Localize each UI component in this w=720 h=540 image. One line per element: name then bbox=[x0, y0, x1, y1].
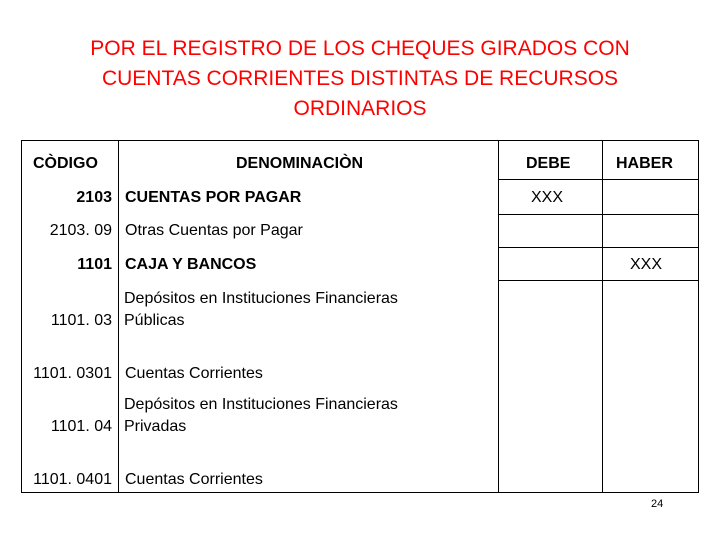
column-divider bbox=[118, 140, 119, 493]
column-divider bbox=[602, 140, 603, 493]
row-name-line2: Públicas bbox=[124, 312, 185, 329]
row-credit: XXX bbox=[630, 256, 663, 273]
slide-title: POR EL REGISTRO DE LOS CHEQUES GIRADOS CON CUENTAS CORRIENTES DISTINTAS DE RECURSOS ORDINARIOS bbox=[90, 37, 630, 120]
row-name-line2: Privadas bbox=[124, 418, 187, 435]
row-name-line1: Depósitos en Instituciones Financieras bbox=[124, 396, 398, 413]
row-name: Otras Cuentas por Pagar bbox=[125, 222, 303, 239]
row-debit: XXX bbox=[531, 189, 564, 206]
row-name: CAJA Y BANCOS bbox=[125, 256, 257, 273]
header-credit: HABER bbox=[616, 155, 673, 172]
row-code: 2103 bbox=[76, 189, 112, 206]
row-name: CUENTAS POR PAGAR bbox=[125, 189, 302, 206]
header-debit: DEBE bbox=[526, 155, 571, 172]
row-code: 1101. 04 bbox=[50, 418, 112, 435]
row-divider bbox=[498, 214, 699, 215]
row-name: Cuentas Corrientes bbox=[125, 471, 263, 488]
row-code: 1101. 0301 bbox=[33, 365, 112, 382]
row-code: 1101 bbox=[77, 256, 112, 273]
header-name: DENOMINACIÒN bbox=[236, 155, 364, 172]
header-divider bbox=[498, 179, 699, 180]
row-divider bbox=[498, 280, 699, 281]
header-code: CÒDIGO bbox=[33, 155, 98, 172]
page-number: 24 bbox=[651, 498, 664, 510]
row-divider bbox=[498, 247, 699, 248]
table-frame bbox=[21, 140, 699, 493]
row-code: 1101. 03 bbox=[50, 312, 112, 329]
row-code: 1101. 0401 bbox=[33, 471, 112, 488]
column-divider bbox=[498, 140, 499, 493]
row-name: Cuentas Corrientes bbox=[125, 365, 263, 382]
row-name-line1: Depósitos en Instituciones Financieras bbox=[124, 290, 398, 307]
row-code: 2103. 09 bbox=[49, 222, 112, 239]
